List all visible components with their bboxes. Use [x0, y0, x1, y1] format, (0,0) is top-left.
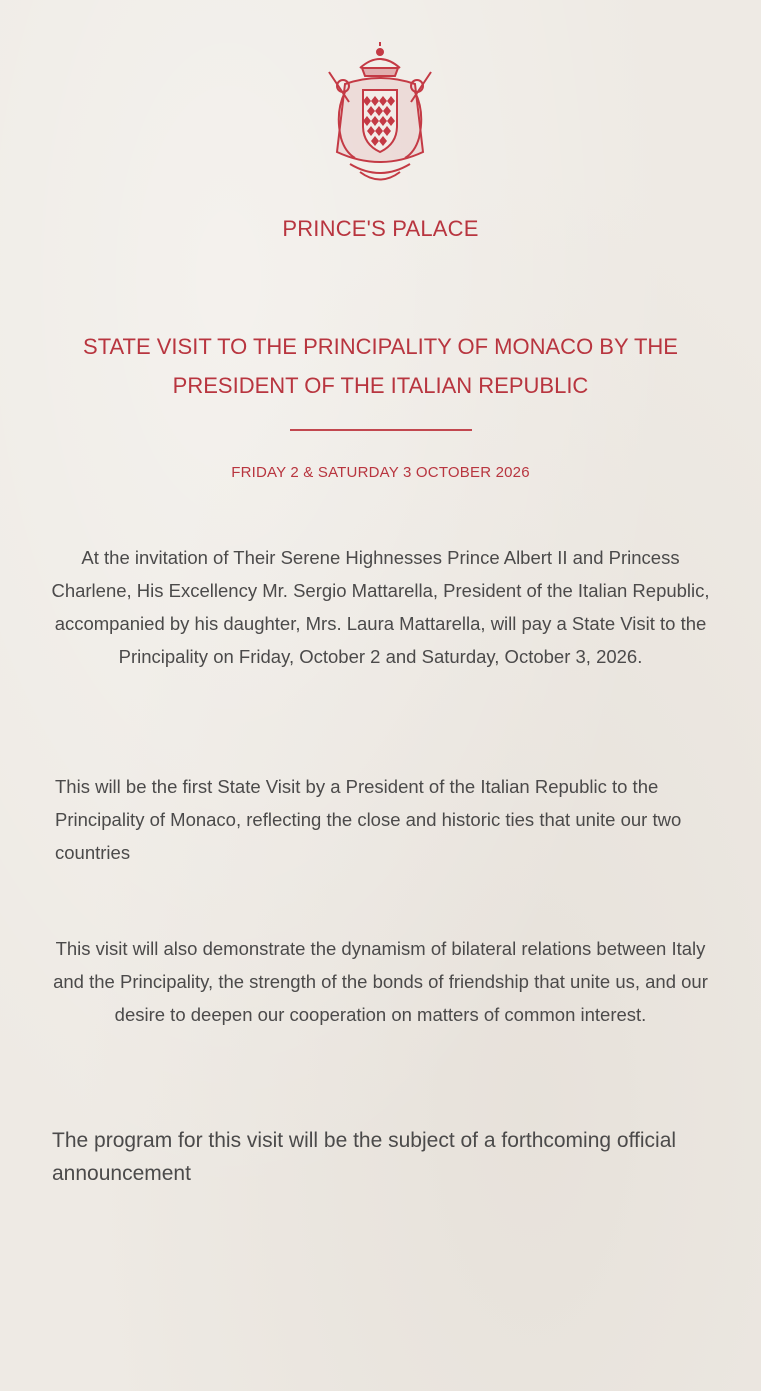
paragraph-invitation: At the invitation of Their Serene Highnesses Prince Albert II and Princess Charlene, His Excellency Mr. Sergio Mattarella, President of the Italian Republic, accompanied by his daughter, Mrs. Laura Mattarella, will pay a State Visit to the Principality on Friday, October 2 and Saturday, October 3, 2026. — [51, 547, 710, 667]
paragraph-program: The program for this visit will be the subject of a forthcoming official announcement — [52, 1129, 677, 1185]
visit-date: FRIDAY 2 & SATURDAY 3 OCTOBER 2026 — [231, 464, 530, 481]
paragraph-relations: This visit will also demonstrate the dynamism of bilateral relations between Italy and the Principality, the strength of the bonds of friendship that unite us, and our desire to deepen our cooperation on matters of common interest. — [53, 938, 708, 1025]
title-divider — [290, 429, 472, 431]
document-title: STATE VISIT TO THE PRINCIPALITY OF MONACO BY THE PRESIDENT OF THE ITALIAN REPUBLIC — [83, 334, 678, 398]
issuer-heading: PRINCE'S PALACE — [282, 216, 479, 241]
paragraph-first-visit: This will be the first State Visit by a President of the Italian Republic to the Principality of Monaco, reflecting the close and historic ties that unite our two countries — [55, 776, 682, 863]
monaco-coat-of-arms-icon — [305, 42, 455, 192]
